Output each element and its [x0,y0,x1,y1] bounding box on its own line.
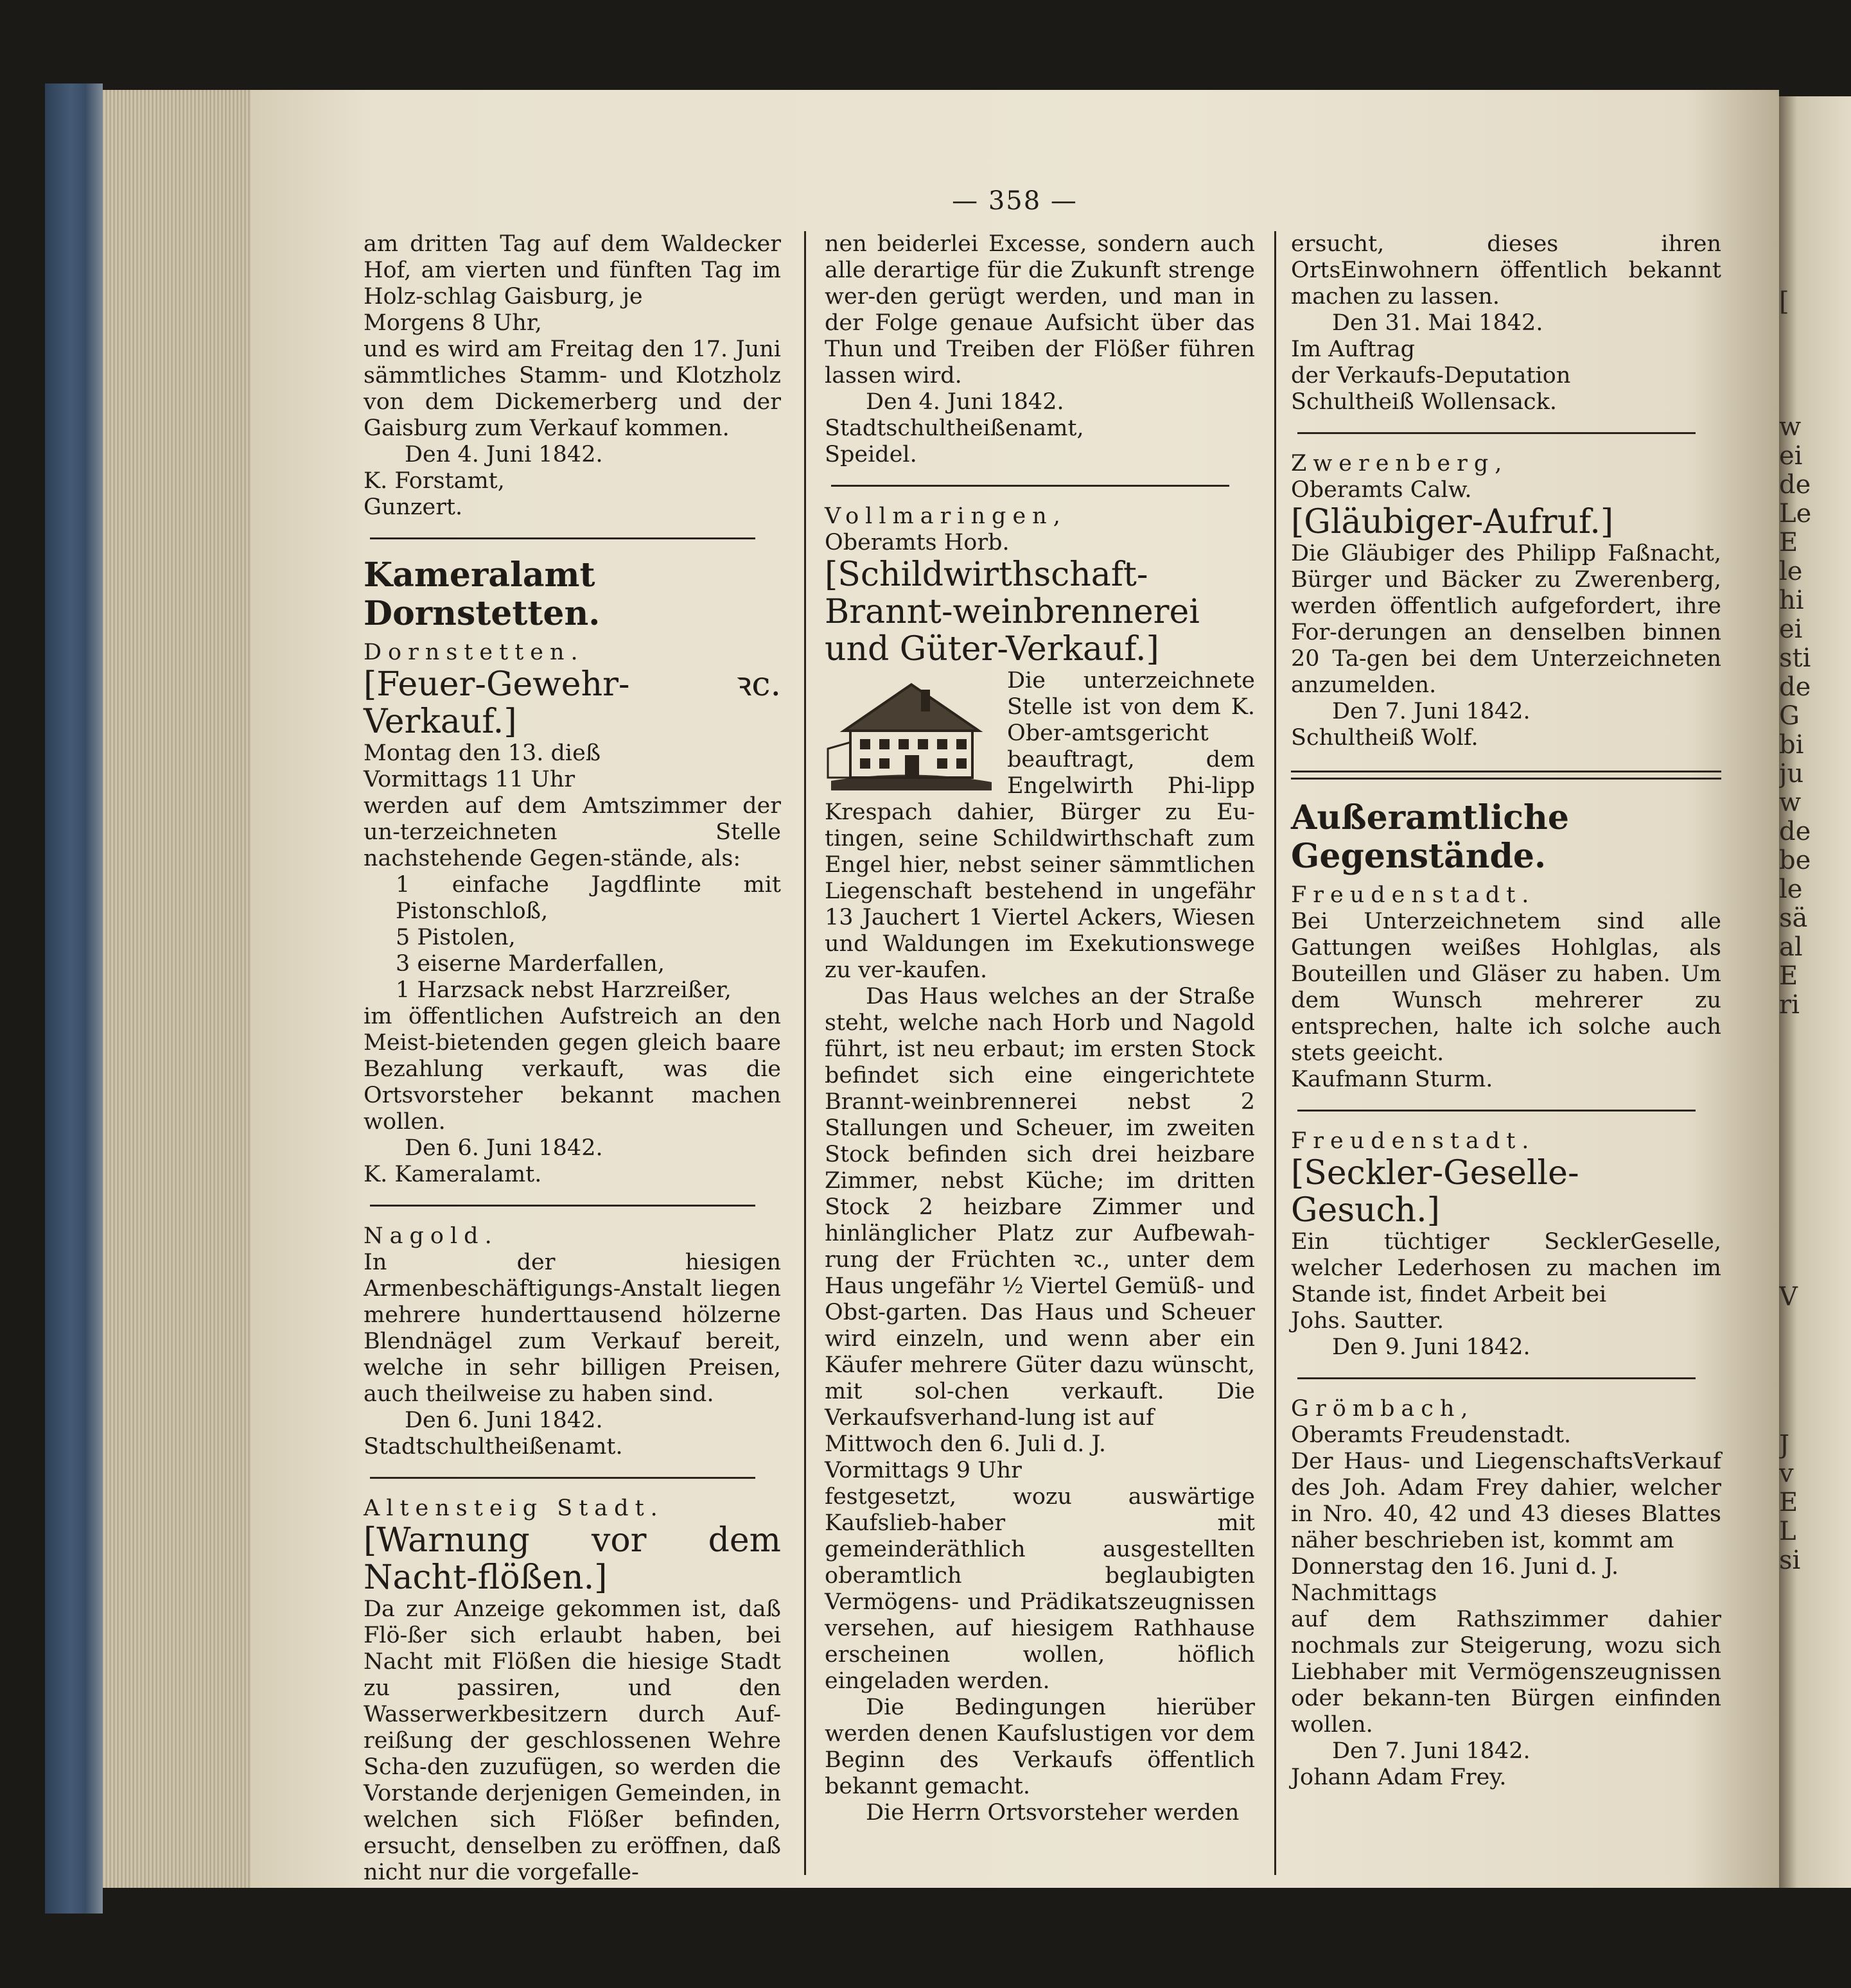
article-text: Die Gläubiger des Philipp Faßnacht, Bürger und Bäcker zu Zwerenberg, werden öffentlich aufgefordert, ihre For-derungen an denselben binnen 20 Ta-gen bei dem Unterzeichneten anzumelden. [1291,541,1721,698]
facing-page-edge [1779,96,1851,1888]
signature: Im Auftrag [1291,336,1415,362]
signature: Schultheiß Wolf. [1291,725,1478,751]
facing-fragment: J [1779,1430,1790,1460]
signature: Speidel. [825,442,917,467]
facing-fragment: V [1779,1282,1798,1312]
facing-fragment: E [1779,961,1798,991]
time-line: Donnerstag den 16. Juni d. J. [1291,1554,1619,1580]
facing-fragment: de [1779,817,1811,846]
time-line: Nachmittags [1291,1580,1437,1606]
facing-fragment: sä [1779,903,1808,933]
item-list [364,872,781,1004]
district-name: Oberamts Freudenstadt. [1291,1422,1572,1448]
article-text: Ein tüchtiger SecklerGeselle, welcher Lederhosen zu machen im Stande ist, findet Arbeit bei [1291,1229,1721,1307]
section-heading: Kameralamt Dornstetten. [364,555,601,633]
section-divider [1297,1377,1696,1379]
page-stack-edge [103,90,250,1888]
time-line: Mittwoch den 6. Juli d. J. [825,1431,1106,1457]
place-name: Freudenstadt. [1291,1128,1536,1154]
place-name: Altensteig Stadt. [364,1495,664,1521]
notice-title: [Seckler-Geselle-Gesuch.] [1291,1154,1579,1230]
article-text: Die Bedingungen hierüber werden denen Kaufslustigen vor dem Beginn des Verkaufs öffentlich bekannt gemacht. [825,1695,1255,1799]
article-text: Da zur Anzeige gekommen ist, daß Flö-ßer sich erlaubt haben, bei Nacht mit Flößen die hiesige Stadt zu passiren, und den Wasserwerkbesitzern durch Auf-reißung der geschlossenen Wehre Scha-den zuzufügen, so werden die Vorstande derjenigen Gemeinden, in welchen sich Flößer befinden, ersucht, denselben zu eröffnen, daß nicht nur die vorgefalle- [364,1596,781,1885]
article-text: In der hiesigen Armenbeschäftigungs-Anstalt liegen mehrere hunderttausend hölzerne Blendnägel zum Verkauf bereit, welche in sehr billigen Preisen, auch theilweise zu haben sind. [364,1250,781,1407]
list-item: 5 Pistolen, [396,925,516,950]
facing-fragment: le [1779,557,1803,586]
book-spine [45,83,103,1914]
date-line: Den 9. Juni 1842. [1332,1334,1531,1360]
section-divider-double [1291,771,1721,780]
article-text: auf dem Rathszimmer dahier nochmals zur Steigerung, wozu sich Liebhaber mit Vermögenszeugnissen oder bekann-ten Bürgen einfinden wollen. [1291,1607,1721,1738]
date-line: Den 7. Juni 1842. [1332,1738,1531,1764]
place-name: Freudenstadt. [1291,882,1536,908]
article-text: Die Herrn Ortsvorsteher werden [866,1800,1240,1826]
section-divider [370,1205,755,1207]
date-line: Den 4. Juni 1842. [866,389,1064,415]
signature: Gunzert. [364,494,463,520]
article-text: Bei Unterzeichnetem sind alle Gattungen weißes Hohlglas, als Bouteillen und Gläser zu haben. Um dem Wunsch mehrerer zu entsprechen, halte ich solche auch stets geeicht. [1291,909,1721,1066]
signature: Kaufmann Sturm. [1291,1067,1493,1092]
notice-title: [Warnung vor dem Nacht-flößen.] [364,1521,781,1597]
article-text: Die unterzeichnete Stelle ist von dem K. Ober-amtsgericht beauftragt, dem Engelwirth Phi-lipp Krespach dahier, Bürger zu Eu-tingen, seine Schildwirthschaft zum Engel hier, nebst seiner sämmtlichen Liegenschaft bestehend in ungefähr 13 Jauchert 1 Viertel Ackers, Wiesen und Waldungen im Exekutionswege zu ver-kaufen. [825,668,1255,983]
section-divider [1297,432,1696,434]
newspaper-page [250,90,1779,1888]
place-name: Nagold. [364,1223,498,1249]
notice-title: [Feuer-Gewehr- ꝛc. Verkauf.] [364,665,781,741]
facing-fragment: ei [1779,441,1803,471]
facing-fragment: sti [1779,643,1811,673]
facing-fragment: w [1779,788,1802,817]
signature: der Verkaufs-Deputation [1291,363,1571,388]
article-text: festgesetzt, wozu auswärtige Kaufslieb-haber mit gemeinderäthlich ausgestellten oberamtlich beglaubigten Vermögens- und Prädikatszeugnissen versehen, auf hiesigem Rathhause erscheinen wollen, höflich eingeladen werden. [825,1484,1255,1694]
list-item: 1 Harzsack nebst Harzreißer, [396,977,732,1003]
district-name: Oberamts Calw. [1291,477,1472,503]
column-1 [364,231,781,1886]
article-text: ersucht, dieses ihren OrtsEinwohnern öffentlich bekannt machen zu lassen. [1291,231,1721,310]
district-name: Oberamts Horb. [825,530,1010,555]
facing-fragment: de [1779,672,1811,702]
list-item: 3 eiserne Marderfallen, [396,951,665,977]
facing-fragment: v [1779,1459,1794,1488]
section-divider [370,1477,755,1479]
time-line: Montag den 13. dieß [364,740,601,766]
facing-fragment: ri [1779,990,1800,1020]
place-name: Grömbach, [1291,1396,1475,1422]
article-text: Das Haus welches an der Straße steht, welche nach Horb und Nagold führt, ist neu erbaut; im ersten Stock befindet sich eine eingerichtete Brannt-weinbrennerei nebst 2 Stallungen und Scheuer, im zweiten Stock befinden sich drei heizbare Zimmer, nebst Küche; im dritten Stock 2 heizbare Zimmer und hinlänglicher Platz zur Aufbewah-rung der Früchten ꝛc., unter dem Haus ungefähr ½ Viertel Gemüß- und Obst-garten. Das Haus und Scheuer wird einzeln, und wenn aber ein Käufer mehrere Güter dazu wünscht, mit sol-chen verkauft. Die Verkaufsverhand-lung ist auf [825,984,1255,1431]
date-line: Den 31. Mai 1842. [1332,310,1543,336]
date-line: Den 4. Juni 1842. [405,442,603,467]
section-heading: Außeramtliche Gegenstände. [1291,798,1569,876]
article-text: am dritten Tag auf dem Waldecker Hof, am vierten und fünften Tag im Holz-schlag Gaisburg, je [364,231,781,310]
facing-fragment: [ [1779,287,1789,317]
article-text: im öffentlichen Aufstreich an den Meist-bietenden gegen gleich baare Bezahlung verkauft, was die Ortsvorsteher bekannt machen wollen. [364,1004,781,1135]
article-text: Der Haus- und LiegenschaftsVerkauf des Joh. Adam Frey dahier, welcher in Nro. 40, 42 und 43 dieses Blattes näher beschrieben ist, kommt am [1291,1449,1721,1553]
column-rule [1274,231,1276,1875]
place-name: Dornstetten. [364,640,584,665]
facing-fragment: ei [1779,615,1803,644]
list-item: 1 einfache Jagdflinte mit Pistonschloß, [396,872,781,924]
facing-fragment: L [1779,1517,1796,1546]
facing-fragment: bi [1779,730,1804,760]
article-text: nen beiderlei Excesse, sondern auch alle derartige für die Zukunft strenge wer-den gerügt werden, und man in der Folge genaue Aufsicht über das Thun und Treiben der Flößer führen lassen wird. [825,231,1255,388]
facing-fragment: si [1779,1546,1801,1575]
section-divider [1297,1110,1696,1112]
signature: Stadtschultheißenamt. [364,1434,623,1460]
signature: K. Forstamt, [364,468,505,494]
place-name: Vollmaringen, [825,503,1067,529]
facing-fragment: w [1779,412,1802,442]
facing-fragment: E [1779,1488,1798,1517]
time-line: Vormittags 11 Uhr [364,767,575,792]
facing-fragment: al [1779,932,1803,962]
facing-fragment: Le [1779,499,1812,528]
time-line: Morgens 8 Uhr, [364,310,542,336]
signature: Johann Adam Frey. [1291,1765,1507,1790]
column-rule [804,231,806,1875]
inn-woodcut-image [825,672,998,794]
signature: K. Kameralamt. [364,1162,542,1187]
article-text: und es wird am Freitag den 17. Juni sämmtliches Stamm- und Klotzholz von dem Dickemerberg und der Gaisburg zum Verkauf kommen. [364,336,781,441]
section-divider [370,537,755,539]
article-text: werden auf dem Amtszimmer der un-terzeichneten Stelle nachstehende Gegen-stände, als: [364,793,781,871]
column-3 [1291,231,1721,1791]
column-2 [825,231,1255,1826]
section-divider [831,485,1229,487]
notice-title: [Gläubiger-Aufruf.] [1291,503,1614,541]
facing-fragment: de [1779,470,1811,500]
signature: Schultheiß Wollensack. [1291,389,1557,415]
date-line: Den 6. Juni 1842. [405,1408,603,1433]
page-number: — 358 — [952,186,1078,216]
facing-fragment: ju [1779,759,1804,789]
signature: Stadtschultheißenamt, [825,415,1084,441]
signature: Johs. Sautter. [1291,1308,1444,1334]
date-line: Den 6. Juni 1842. [405,1135,603,1161]
facing-fragment: G [1779,701,1800,731]
date-line: Den 7. Juni 1842. [1332,699,1531,724]
notice-title: [Schildwirthschaft- Brannt-weinbrennerei und Güter-Verkauf.] [825,555,1200,668]
place-name: Zwerenberg, [1291,451,1509,476]
facing-fragment: le [1779,875,1803,904]
facing-fragment: hi [1779,586,1804,615]
facing-fragment: be [1779,846,1811,875]
facing-fragment: E [1779,528,1798,557]
time-line: Vormittags 9 Uhr [825,1458,1022,1483]
